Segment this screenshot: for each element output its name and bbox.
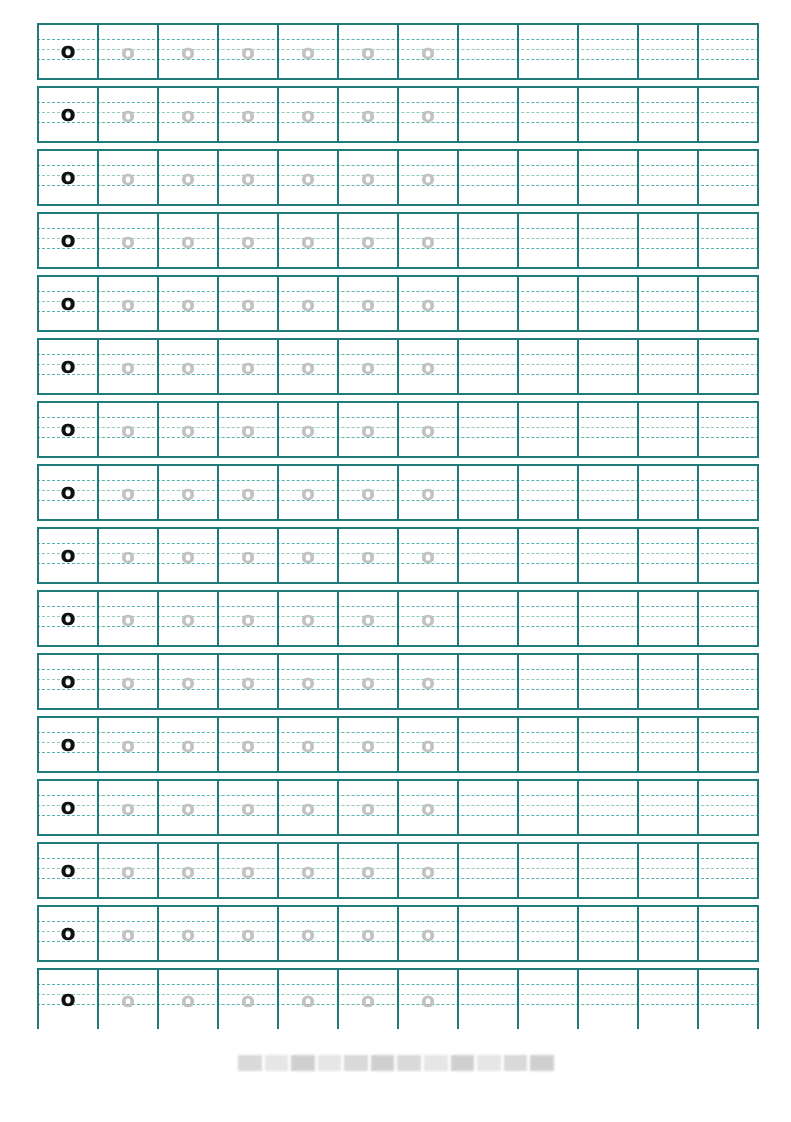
empty-practice-cell — [577, 529, 637, 582]
trace-letter-cell: o — [217, 844, 277, 897]
trace-letter-cell: o — [277, 970, 337, 1029]
trace-letter-cell: o — [337, 592, 397, 645]
trace-letter-cell: o — [397, 340, 457, 393]
empty-practice-cell — [697, 907, 759, 960]
empty-practice-cell — [517, 781, 577, 834]
empty-practice-cell — [697, 214, 759, 267]
trace-letter-cell: o — [157, 529, 217, 582]
trace-letter-cell: o — [277, 277, 337, 330]
trace-letter-cell: o — [397, 781, 457, 834]
empty-practice-cell — [637, 844, 697, 897]
empty-practice-cell — [637, 970, 697, 1029]
empty-practice-cell — [517, 151, 577, 204]
empty-practice-cell — [457, 340, 517, 393]
empty-practice-cell — [577, 340, 637, 393]
trace-letter-cell: o — [337, 907, 397, 960]
trace-letter-cell: o — [277, 781, 337, 834]
practice-row — [37, 338, 759, 395]
empty-practice-cell — [697, 592, 759, 645]
trace-letter-cell: o — [277, 88, 337, 141]
model-letter-cell: o — [37, 907, 97, 960]
trace-letter-cell: o — [337, 88, 397, 141]
trace-letter-cell: o — [97, 907, 157, 960]
practice-row — [37, 590, 759, 647]
empty-practice-cell — [697, 88, 759, 141]
trace-letter-cell: o — [337, 781, 397, 834]
trace-letter-cell: o — [337, 25, 397, 78]
empty-practice-cell — [517, 403, 577, 456]
trace-letter-cell: o — [157, 277, 217, 330]
trace-letter-cell: o — [337, 529, 397, 582]
trace-letter-cell: o — [217, 340, 277, 393]
model-letter-cell: o — [37, 214, 97, 267]
trace-letter-cell: o — [397, 151, 457, 204]
empty-practice-cell — [457, 907, 517, 960]
empty-practice-cell — [697, 655, 759, 708]
model-letter-cell: o — [37, 151, 97, 204]
model-letter-cell: o — [37, 466, 97, 519]
empty-practice-cell — [517, 340, 577, 393]
empty-practice-cell — [637, 781, 697, 834]
trace-letter-cell: o — [157, 340, 217, 393]
trace-letter-cell: o — [277, 907, 337, 960]
trace-letter-cell: o — [97, 718, 157, 771]
empty-practice-cell — [637, 907, 697, 960]
model-letter-cell: o — [37, 403, 97, 456]
practice-row — [37, 212, 759, 269]
empty-practice-cell — [697, 277, 759, 330]
trace-letter-cell: o — [157, 907, 217, 960]
trace-letter-cell: o — [337, 718, 397, 771]
empty-practice-cell — [577, 970, 637, 1029]
trace-letter-cell: o — [217, 25, 277, 78]
trace-letter-cell: o — [97, 529, 157, 582]
empty-practice-cell — [637, 25, 697, 78]
trace-letter-cell: o — [157, 718, 217, 771]
empty-practice-cell — [517, 970, 577, 1029]
trace-letter-cell: o — [277, 592, 337, 645]
trace-letter-cell: o — [217, 718, 277, 771]
trace-letter-cell: o — [157, 214, 217, 267]
empty-practice-cell — [697, 466, 759, 519]
trace-letter-cell: o — [217, 466, 277, 519]
empty-practice-cell — [517, 529, 577, 582]
trace-letter-cell: o — [97, 403, 157, 456]
empty-practice-cell — [457, 88, 517, 141]
trace-letter-cell: o — [97, 844, 157, 897]
empty-practice-cell — [637, 214, 697, 267]
trace-letter-cell: o — [217, 214, 277, 267]
empty-practice-cell — [517, 25, 577, 78]
empty-practice-cell — [457, 529, 517, 582]
trace-letter-cell: o — [157, 655, 217, 708]
empty-practice-cell — [457, 844, 517, 897]
empty-practice-cell — [457, 781, 517, 834]
empty-practice-cell — [517, 466, 577, 519]
empty-practice-cell — [697, 970, 759, 1029]
trace-letter-cell: o — [97, 214, 157, 267]
empty-practice-cell — [517, 655, 577, 708]
trace-letter-cell: o — [217, 277, 277, 330]
trace-letter-cell: o — [397, 844, 457, 897]
trace-letter-cell: o — [397, 403, 457, 456]
trace-letter-cell: o — [157, 151, 217, 204]
empty-practice-cell — [457, 214, 517, 267]
practice-row — [37, 527, 759, 584]
trace-letter-cell: o — [277, 403, 337, 456]
empty-practice-cell — [697, 844, 759, 897]
trace-letter-cell: o — [217, 529, 277, 582]
empty-practice-cell — [577, 403, 637, 456]
trace-letter-cell: o — [277, 844, 337, 897]
model-letter-cell: o — [37, 592, 97, 645]
trace-letter-cell: o — [397, 907, 457, 960]
trace-letter-cell: o — [217, 151, 277, 204]
empty-practice-cell — [457, 655, 517, 708]
trace-letter-cell: o — [277, 529, 337, 582]
trace-letter-cell: o — [337, 466, 397, 519]
model-letter-cell: o — [37, 718, 97, 771]
trace-letter-cell: o — [217, 781, 277, 834]
trace-letter-cell: o — [397, 88, 457, 141]
blurred-footer-text — [238, 1055, 554, 1071]
empty-practice-cell — [457, 25, 517, 78]
empty-practice-cell — [697, 718, 759, 771]
empty-practice-cell — [577, 781, 637, 834]
empty-practice-cell — [457, 970, 517, 1029]
trace-letter-cell: o — [97, 592, 157, 645]
trace-letter-cell: o — [157, 781, 217, 834]
trace-letter-cell: o — [97, 25, 157, 78]
trace-letter-cell: o — [277, 340, 337, 393]
model-letter-cell: o — [37, 655, 97, 708]
trace-letter-cell: o — [337, 844, 397, 897]
trace-letter-cell: o — [277, 655, 337, 708]
trace-letter-cell: o — [337, 970, 397, 1029]
empty-practice-cell — [637, 592, 697, 645]
empty-practice-cell — [637, 151, 697, 204]
model-letter-cell: o — [37, 277, 97, 330]
practice-row — [37, 149, 759, 206]
trace-letter-cell: o — [97, 655, 157, 708]
trace-letter-cell: o — [157, 970, 217, 1029]
empty-practice-cell — [577, 907, 637, 960]
empty-practice-cell — [457, 466, 517, 519]
practice-row — [37, 23, 759, 80]
trace-letter-cell: o — [337, 214, 397, 267]
trace-letter-cell: o — [97, 340, 157, 393]
trace-letter-cell: o — [157, 466, 217, 519]
empty-practice-cell — [637, 655, 697, 708]
trace-letter-cell: o — [397, 529, 457, 582]
trace-letter-cell: o — [157, 25, 217, 78]
model-letter-cell: o — [37, 970, 97, 1029]
empty-practice-cell — [517, 592, 577, 645]
empty-practice-cell — [697, 781, 759, 834]
trace-letter-cell: o — [397, 25, 457, 78]
handwriting-worksheet — [37, 23, 759, 1035]
practice-row — [37, 905, 759, 962]
trace-letter-cell: o — [217, 592, 277, 645]
trace-letter-cell: o — [217, 88, 277, 141]
model-letter-cell: o — [37, 529, 97, 582]
empty-practice-cell — [577, 25, 637, 78]
trace-letter-cell: o — [97, 277, 157, 330]
empty-practice-cell — [517, 844, 577, 897]
empty-practice-cell — [517, 88, 577, 141]
empty-practice-cell — [457, 277, 517, 330]
trace-letter-cell: o — [217, 907, 277, 960]
empty-practice-cell — [577, 844, 637, 897]
trace-letter-cell: o — [97, 781, 157, 834]
trace-letter-cell: o — [397, 466, 457, 519]
trace-letter-cell: o — [397, 970, 457, 1029]
empty-practice-cell — [697, 340, 759, 393]
empty-practice-cell — [517, 907, 577, 960]
trace-letter-cell: o — [157, 592, 217, 645]
empty-practice-cell — [517, 277, 577, 330]
trace-letter-cell: o — [337, 277, 397, 330]
empty-practice-cell — [697, 151, 759, 204]
model-letter-cell: o — [37, 844, 97, 897]
empty-practice-cell — [457, 151, 517, 204]
trace-letter-cell: o — [157, 88, 217, 141]
trace-letter-cell: o — [217, 403, 277, 456]
trace-letter-cell: o — [157, 844, 217, 897]
trace-letter-cell: o — [97, 970, 157, 1029]
empty-practice-cell — [637, 403, 697, 456]
practice-row — [37, 968, 759, 1029]
empty-practice-cell — [577, 466, 637, 519]
trace-letter-cell: o — [157, 403, 217, 456]
trace-letter-cell: o — [277, 25, 337, 78]
trace-letter-cell: o — [277, 214, 337, 267]
empty-practice-cell — [697, 403, 759, 456]
trace-letter-cell: o — [337, 340, 397, 393]
trace-letter-cell: o — [397, 277, 457, 330]
model-letter-cell: o — [37, 781, 97, 834]
practice-row — [37, 842, 759, 899]
empty-practice-cell — [637, 466, 697, 519]
trace-letter-cell: o — [337, 151, 397, 204]
empty-practice-cell — [517, 718, 577, 771]
empty-practice-cell — [697, 25, 759, 78]
empty-practice-cell — [577, 88, 637, 141]
practice-row — [37, 464, 759, 521]
empty-practice-cell — [457, 592, 517, 645]
empty-practice-cell — [637, 529, 697, 582]
practice-row — [37, 779, 759, 836]
trace-letter-cell: o — [337, 655, 397, 708]
trace-letter-cell: o — [337, 403, 397, 456]
trace-letter-cell: o — [277, 151, 337, 204]
empty-practice-cell — [637, 88, 697, 141]
empty-practice-cell — [577, 277, 637, 330]
empty-practice-cell — [457, 403, 517, 456]
model-letter-cell: o — [37, 88, 97, 141]
trace-letter-cell: o — [397, 592, 457, 645]
practice-row — [37, 716, 759, 773]
trace-letter-cell: o — [97, 466, 157, 519]
practice-row — [37, 86, 759, 143]
trace-letter-cell: o — [397, 655, 457, 708]
trace-letter-cell: o — [217, 970, 277, 1029]
model-letter-cell: o — [37, 340, 97, 393]
empty-practice-cell — [577, 718, 637, 771]
trace-letter-cell: o — [397, 214, 457, 267]
trace-letter-cell: o — [397, 718, 457, 771]
trace-letter-cell: o — [277, 718, 337, 771]
empty-practice-cell — [577, 214, 637, 267]
model-letter-cell: o — [37, 25, 97, 78]
trace-letter-cell: o — [277, 466, 337, 519]
empty-practice-cell — [637, 718, 697, 771]
empty-practice-cell — [637, 340, 697, 393]
empty-practice-cell — [577, 151, 637, 204]
trace-letter-cell: o — [217, 655, 277, 708]
empty-practice-cell — [697, 529, 759, 582]
empty-practice-cell — [637, 277, 697, 330]
trace-letter-cell: o — [97, 88, 157, 141]
empty-practice-cell — [517, 214, 577, 267]
practice-row — [37, 275, 759, 332]
practice-row — [37, 653, 759, 710]
practice-row — [37, 401, 759, 458]
empty-practice-cell — [457, 718, 517, 771]
empty-practice-cell — [577, 655, 637, 708]
trace-letter-cell: o — [97, 151, 157, 204]
empty-practice-cell — [577, 592, 637, 645]
